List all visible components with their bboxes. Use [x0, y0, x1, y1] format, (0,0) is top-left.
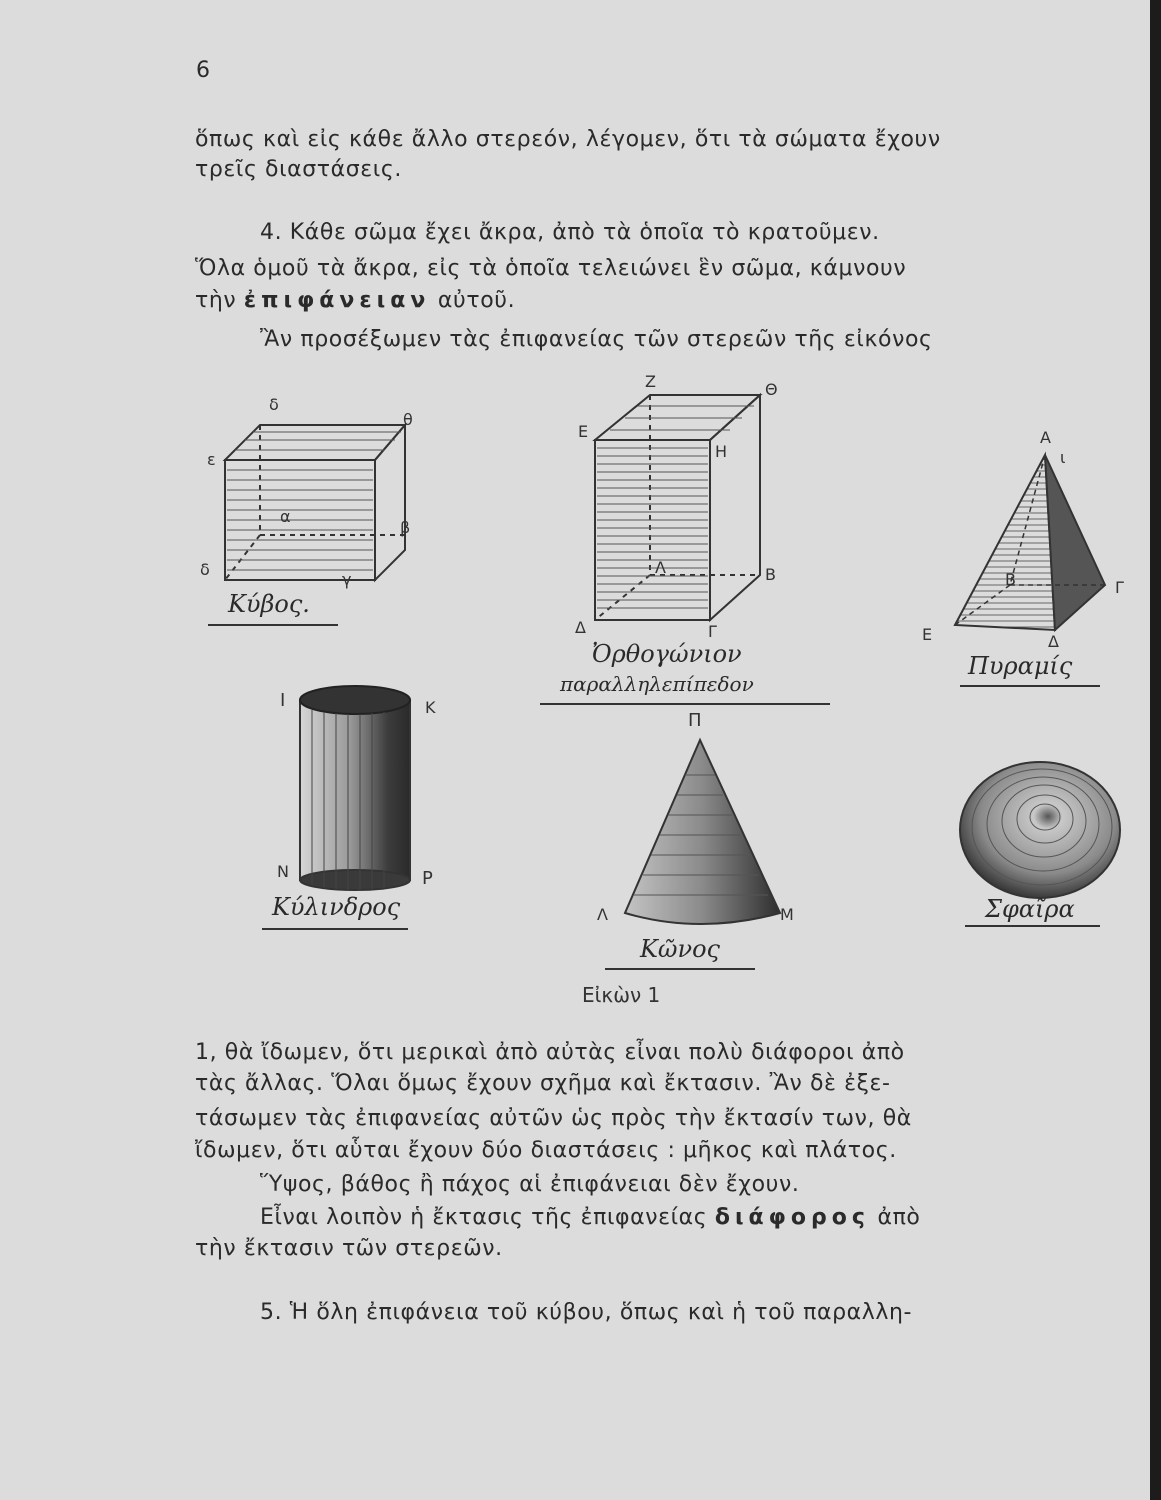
prism-label-h: Η [715, 442, 728, 461]
text-line: τάσωμεν τὰς ἐπιφανείας αὐτῶν ὡς πρὸς τὴν ἔκτασίν των, θὰ [195, 1106, 912, 1131]
emphasis-term: διάφορος [714, 1205, 870, 1230]
text-span: τὴν [195, 288, 244, 313]
text-line: τὴν ἔκτασιν τῶν στερεῶν. [195, 1236, 503, 1261]
cylinder-label-p: Ρ [422, 868, 433, 889]
cylinder-caption: Κύλινδρος [272, 893, 401, 921]
prism-label-e: Ε [578, 422, 589, 441]
cone-label-m: Μ [780, 905, 794, 924]
text-span: ἀπὸ [869, 1205, 921, 1230]
pyramid-label-b: Β [1005, 570, 1016, 589]
text-line: 1, θὰ ἴδωμεν, ὅτι μερικαὶ ἀπὸ αὐτὰς εἶναι πολὺ διάφοροι ἀπὸ [195, 1040, 905, 1065]
cube-caption: Κύβος. [228, 590, 310, 618]
prism-label-g: Γ [708, 622, 717, 641]
cube-label-th: θ [403, 410, 413, 429]
pyramid-drawing [940, 450, 1110, 630]
cone-drawing [615, 735, 785, 935]
cube-label-dl: δ [200, 560, 210, 579]
text-line [260, 1205, 1161, 1230]
pyramid-caption-underline [960, 685, 1100, 687]
cube-drawing [215, 410, 415, 600]
figure-caption: Εἰκὼν 1 [582, 983, 661, 1007]
cylinder-caption-underline [262, 928, 408, 930]
prism-label-d: Δ [575, 618, 586, 637]
cylinder-label-i: Ι [280, 690, 286, 711]
text-line [195, 288, 1145, 313]
prism-caption-line1: Ὀρθογώνιον [592, 640, 742, 668]
cone-caption: Κῶνος [640, 935, 720, 963]
section-5-heading-line: 5. Ἡ ὅλη ἐπιφάνεια τοῦ κύβου, ὅπως καὶ ἡ τοῦ παραλλη- [260, 1300, 913, 1325]
page-number: 6 [196, 58, 210, 83]
text-line: τὰς ἄλλας. Ὅλαι ὅμως ἔχουν σχῆμα καὶ ἔκτασιν. Ἂν δὲ ἐξε- [195, 1071, 891, 1096]
prism-caption-underline [540, 703, 830, 705]
prism-label-o: Θ [765, 380, 778, 399]
text-span: Εἶναι λοιπὸν ἡ ἔκτασις τῆς ἐπιφανείας [260, 1205, 715, 1230]
pyramid-label-d: Δ [1048, 632, 1059, 651]
prism-label-b: Β [765, 565, 776, 584]
cylinder-label-k: Κ [425, 698, 436, 717]
pyramid-label-a: Α [1040, 428, 1051, 447]
cone-label-p: Π [688, 710, 702, 731]
emphasis-term: ἐπιφάνειαν [243, 288, 431, 313]
text-line: Ὕψος, βάθος ἢ πάχος αἱ ἐπιφάνειαι δὲν ἔχουν. [260, 1172, 800, 1197]
cylinder-drawing [290, 680, 420, 900]
text-line: τρεῖς διαστάσεις. [195, 157, 402, 182]
cube-label-e: ε [207, 450, 216, 469]
cylinder-label-n: Ν [277, 862, 289, 881]
section-4-heading-line: 4. Κάθε σῶμα ἔχει ἄκρα, ἀπὸ τὰ ὁποῖα τὸ κρατοῦμεν. [260, 220, 880, 245]
prism-label-z: Ζ [645, 372, 656, 391]
cone-caption-underline [605, 968, 755, 970]
sphere-caption-underline [965, 925, 1100, 927]
sphere-drawing [955, 755, 1125, 905]
cone-label-l: Λ [597, 905, 608, 924]
sphere-caption: Σφαῖρα [985, 895, 1075, 923]
prism-drawing [590, 390, 770, 630]
prism-label-l: Λ [655, 558, 666, 577]
cube-caption-underline [208, 624, 338, 626]
text-line: ἴδωμεν, ὅτι αὗται ἔχουν δύο διαστάσεις : μῆκος καὶ πλάτος. [195, 1138, 897, 1163]
pyramid-caption: Πυραμίς [968, 652, 1073, 680]
pyramid-label-g: Γ [1115, 578, 1124, 597]
cube-label-d: δ [269, 395, 279, 414]
text-line: Ἂν προσέξωμεν τὰς ἐπιφανείας τῶν στερεῶν τῆς εἰκόνος [260, 327, 933, 352]
text-line: ὅπως καὶ εἰς κάθε ἄλλο στερεόν, λέγομεν, ὅτι τὰ σώματα ἔχουν [195, 127, 941, 152]
prism-caption-line2: παραλληλεπίπεδον [560, 672, 754, 696]
pyramid-label-e: Ε [922, 625, 933, 644]
cube-label-b: β [400, 518, 411, 537]
page-edge-shadow [1150, 0, 1161, 1500]
cube-label-g: γ [342, 570, 352, 589]
cube-label-a: α [280, 507, 291, 526]
text-span: αὐτοῦ. [430, 288, 516, 313]
text-line: Ὅλα ὁμοῦ τὰ ἄκρα, εἰς τὰ ὁποῖα τελειώνει ἓν σῶμα, κάμνουν [195, 256, 907, 281]
pyramid-label-c: ι [1060, 448, 1066, 467]
